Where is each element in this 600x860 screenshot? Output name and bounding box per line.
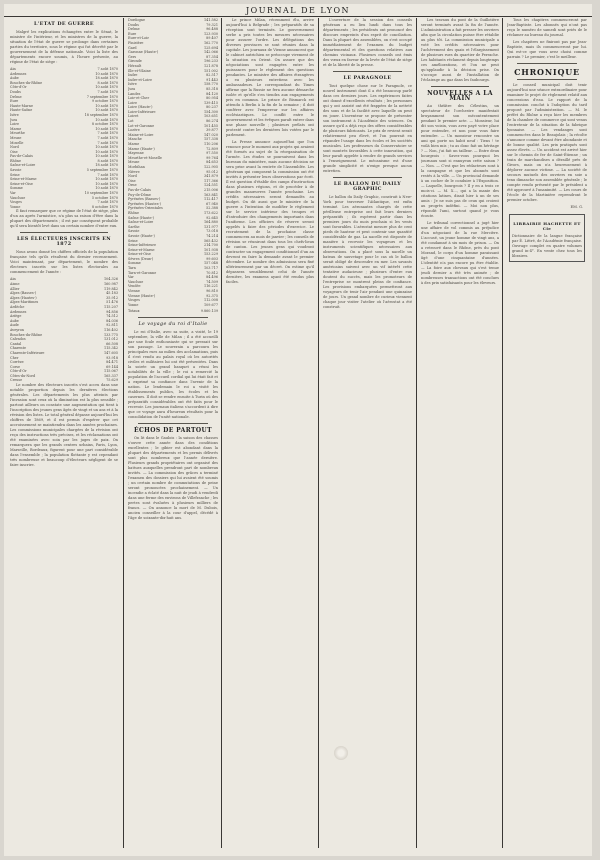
column-1	[10, 18, 118, 848]
row-label: Meurthe-et-Moselle	[128, 155, 162, 160]
row-value: 10 août 1870	[95, 117, 118, 122]
article-heading: ÉCHOS DE PARTOUT	[134, 427, 212, 434]
column-rule	[221, 18, 222, 848]
row-value: 97.550	[206, 151, 218, 156]
row-label: Lozère	[128, 128, 140, 133]
row-label: Gard	[128, 45, 137, 50]
row-label: Loire	[10, 122, 20, 127]
row-value: 7 août 1870	[97, 135, 118, 140]
row-label: Ille-et-Vilaine	[128, 68, 151, 73]
row-label: Corrèze	[10, 360, 24, 365]
article-text: La Presse annonce aujourd'hui que l'on renonce pour le moment aux projets qui avaient été formés au sujet de la réorganisation de l'armée. Les études se poursuivent dans les bureaux du ministère, mais aucune décision ne sera prise avant la rentrée de l'Assemblée. Les généraux qui composent la commission ont été invités à présenter leurs observations par écrit. Il est question d'établir des camps d'instruction dans plusieurs régions, et de procéder à de grandes manœuvres l'année prochaine. Les crédits nécessaires seront demandés au budget. On dit aussi que le ministre de la guerre a l'intention de modifier le règlement sur le service intérieur des troupes et d'introduire des changements importants dans l'uniforme. Les officiers de réserve seront appelés à faire des périodes d'exercice. Le recrutement de la prochaine classe commencera au mois de janvier ; les conseils de révision se réuniront dans tous les chefs-lieux de canton. Les jeunes gens qui voudront contracter un engagement conditionnel d'un an devront en faire la demande avant le premier décembre. Le nombre des admissions sera fixé ultérieurement par un décret. On estime qu'il dépassera sensiblement celui de l'année dernière, les examens ayant été rendus plus faciles.	[226, 140, 314, 284]
row-value: 142.066	[203, 50, 218, 55]
row-label: Indre-et-Loire	[128, 77, 152, 82]
row-value: 117.366	[203, 178, 218, 183]
row-label: Cher	[10, 355, 19, 360]
row-value: 125.694	[203, 45, 218, 50]
row-value: 86.274	[206, 119, 218, 124]
article-text: Tous les chapitres commenceront par Jean-Baptiste. Les abonnés qui n'ont pas reçu le numéro de samedi sont priés de le réclamer au bureau du journal.	[507, 18, 587, 37]
row-value: 84.120	[206, 91, 218, 96]
row-value: 141.582	[203, 18, 218, 22]
row-label: Dordogne	[128, 18, 145, 22]
row-label: Vienne	[128, 289, 140, 294]
row-label: Bouches-du-Rhône	[10, 80, 43, 85]
row-value: 165.337	[103, 373, 118, 378]
row-value: 147.020	[203, 132, 218, 137]
row-value: 103.717	[203, 266, 218, 271]
row-value: 119.842	[103, 286, 118, 291]
article-heading: Le voyage du roi d'Italie	[138, 322, 208, 327]
row-label: Doubs	[10, 89, 21, 94]
article-heading: LES ÉLECTEURS INSCRITS EN 1872	[16, 236, 112, 248]
electors-table-continued	[128, 18, 218, 307]
row-value: 67.940	[206, 201, 218, 206]
row-label: Ardennes	[10, 71, 27, 76]
row-label: Finistère	[128, 40, 144, 45]
row-value: 5 septembre 1870	[86, 168, 118, 173]
row-label: Loiret	[128, 114, 139, 119]
row-label: Savoie	[128, 229, 140, 234]
article-text: Les chapitres ne finiront pas par Jean-Baptiste, mais ils commenceront par lui. Qui est-ce que vous avez choisi comme parrain ? Le premier, c'est le meilleur.	[507, 40, 587, 59]
row-label: Creuse	[10, 378, 23, 383]
divider	[138, 423, 208, 424]
row-label: Ain	[10, 67, 16, 71]
row-label: Alpes (Basses-)	[10, 291, 37, 296]
row-value: 80.954	[206, 96, 218, 101]
row-label: Côte-d'Or	[10, 85, 27, 90]
row-value: 196.233	[203, 59, 218, 64]
row-label: Seine-Inférieure	[128, 243, 157, 248]
row-value: 104.326	[103, 277, 118, 282]
row-value: 103.651	[203, 114, 218, 119]
row-label: Moselle	[10, 140, 24, 145]
row-label: Jura	[128, 86, 136, 91]
row-label: Loire (Haute-)	[128, 105, 153, 110]
row-value: 7 août 1870	[97, 67, 118, 71]
row-value: 69.144	[106, 364, 118, 369]
row-label: Marne	[128, 142, 140, 147]
row-value: 10 août 1870	[95, 181, 118, 186]
row-label: Tarn	[128, 266, 136, 271]
row-label: Meurthe	[10, 131, 25, 136]
row-label: Eure	[10, 99, 19, 104]
row-label: Lot	[128, 119, 134, 124]
row-value: 96.488	[206, 27, 218, 32]
row-label: Haute-Marne	[10, 103, 33, 108]
row-label: Orne	[128, 183, 137, 188]
row-value: 66.508	[106, 341, 118, 346]
row-value: 92.645	[206, 215, 218, 220]
row-value: 18 août 1870	[95, 163, 118, 168]
row-label: Oise	[128, 178, 136, 183]
row-value: 84.471	[106, 360, 118, 365]
electors-table	[10, 277, 118, 383]
row-value: 10 août 1870	[95, 177, 118, 182]
row-value: 10 août 1870	[95, 108, 118, 113]
divider	[517, 79, 577, 80]
row-value: 8 août 1870	[97, 158, 118, 163]
article-text: Le tribunal correctionnel a jugé hier une affaire de vol commis au préjudice d'un négociant de la rue Mercière. L'accusé, un jeune homme de vingt ans, a été condamné à six mois de prison. — On a retrouvé dans le Rhône, près du pont Morand, le corps d'un homme paraissant âgé d'une cinquantaine d'années. L'identité n'a pas encore pu être établie. — La foire aux chevaux qui s'est tenue jeudi dernier a été très animée ; de nombreuses transactions ont été conclues à des prix satisfaisants pour les éleveurs.	[421, 221, 499, 285]
row-value: 101.455	[203, 123, 218, 128]
advertisement-text: Dictionnaire de la langue française par É. Littré, de l'Académie française. Ouvrage complet en quatre volumes grand in-4°. En vente chez tous les libraires.	[512, 234, 582, 258]
row-label: Cantal	[10, 341, 22, 346]
row-label: Morbihan	[128, 165, 145, 169]
column-rule	[123, 18, 124, 848]
row-label: Bouches-du-Rhône	[10, 332, 43, 337]
row-label: Côtes-du-Nord	[10, 373, 36, 378]
row-label: Oise	[10, 149, 18, 154]
article-text: Le roi d'Italie, avec sa suite, a visité, le 19 septembre, la ville de Milan ; il a été accueilli par une foule enthousiaste qui se pressait sur son passage. Le souverain a parcouru les principales rues au milieu des acclamations, puis il s'est rendu au palais royal où les autorités civiles et militaires lui ont été présentées. Dans la soirée un grand banquet a réuni les notabilités de la ville ; le roi a remercié la population de l'accueil cordial qui lui était fait et a exprimé sa confiance dans l'avenir de la nation. Le lendemain le roi a visité les établissements publics, les écoles et les casernes. Il doit se rendre ensuite à Turin où des préparatifs considérables ont été faits pour le recevoir. Les journaux italiens s'accordent à dire que ce voyage aura d'heureux résultats pour la consolidation de l'unité nationale.	[128, 330, 218, 419]
row-label: Aisne	[10, 282, 20, 286]
row-value: 124.551	[203, 183, 218, 188]
row-label: Seine-et-Marne	[128, 247, 155, 252]
row-value: 122.905	[203, 165, 218, 169]
row-label: Landes	[128, 91, 141, 96]
column-4	[323, 18, 412, 848]
divider	[333, 71, 402, 72]
row-label: Saône-et-Loire	[10, 163, 36, 168]
row-value: 7 août 1870	[97, 131, 118, 136]
row-value: 112.008	[203, 298, 218, 303]
row-value: 72.809	[206, 146, 218, 151]
divider	[333, 177, 402, 178]
signature: EM. G.	[570, 205, 583, 209]
article-text: Au théâtre des Célestins, un spectateur de l'orchestre manifestait bruyamment son mécontentement pendant le premier acte. — Monsieur, lui dit son voisin, vous avez payé votre place pour entendre, et non pour vous faire entendre. — Un monsieur rencontre un ami qui porte un habit neuf : Tiens ! te voilà bien mis ; tu as donc fait un héritage ? — Non, j'ai fait un tailleur. — Entre deux bourgeois : Savez-vous pourquoi les journaux sont si ennuyeux cette saison ? — Non. — C'est que les rédacteurs sont à la campagne et que les abonnés sont restés à la ville. — Un provincial demande à un cocher de le conduire à l'Exposition. — Laquelle, bourgeois ? Il y en a trois ce mois-ci. — M. X..., qui a la manie des citations latines, disait hier à un de ses amis : Je ne suis pas de ceux qui croient au progrès indéfini. — Moi non plus, répondit l'ami, surtout quand je vous écoute.	[421, 104, 499, 218]
row-label: Yonne	[128, 302, 139, 307]
row-label: Isère	[128, 82, 137, 87]
row-value: 10 août 1870	[95, 126, 118, 131]
article-text: Malgré les explications échangées entre le Sénat, le ministre de l'intérieur, et les ministres de la guerre, la situation de l'état de guerre se prolonge dans certaines parties du territoire, sous le régime qui fut décrété par le gouvernement de la défense nationale. Voici la liste des départements encore soumis, à l'heure présente, au régime de l'état de siège :	[10, 30, 118, 64]
row-label: Loire-Inférieure	[128, 109, 156, 114]
row-value: 116.221	[203, 284, 218, 289]
row-value: 84.496	[206, 275, 218, 280]
row-value: 7 août 1870	[97, 89, 118, 94]
row-value: 91.443	[206, 77, 218, 82]
row-label: Vosges	[128, 298, 140, 303]
row-value: 163.841	[203, 192, 218, 197]
row-label: Eure	[128, 31, 137, 36]
row-label: Marne (Haute-)	[128, 146, 155, 151]
row-value: 92.375	[206, 293, 218, 298]
advertisement-box	[509, 214, 585, 262]
row-label: Meuse	[10, 135, 22, 140]
column-3	[226, 18, 314, 848]
row-label: Haute-Saône	[10, 108, 33, 113]
column-rule	[416, 18, 417, 848]
row-value: 215.006	[203, 187, 218, 192]
row-label: Pyrénées (Hautes-)	[128, 201, 161, 206]
row-label: Marne	[10, 126, 22, 131]
row-value: 80.237	[206, 105, 218, 110]
row-value: 96.810	[206, 289, 218, 294]
row-label: Vosges	[10, 200, 22, 205]
article-text: Le ballon du Daily Graphic, construit à New-York pour traverser l'Atlantique, est enfin terminé. Les aéronautes chargés de cette périlleuse entreprise ont fait leurs derniers préparatifs ; ils espèrent partir dans les premiers jours du mois prochain si les vents sont favorables. L'aérostat mesure plus de cent pieds de hauteur et peut contenir une quantité considérable de gaz. La nacelle est disposée de manière à recevoir les voyageurs et les instruments scientifiques nécessaires aux observations. On a placé sous la nacelle un bateau de sauvetage pour le cas où le ballon serait obligé de descendre en mer. Les savants américains suivent avec un vif intérêt cette tentative audacieuse ; plusieurs d'entre eux doutent du succès, mais les promoteurs de l'entreprise se montrent pleins de confiance. Les provisions embarquées permettront aux voyageurs de tenir l'air pendant une quinzaine de jours. Un grand nombre de curieux viennent chaque jour visiter l'atelier où l'aérostat a été construit.	[323, 195, 412, 309]
row-value: 10 août 1870	[95, 103, 118, 108]
row-value: 79.321	[206, 22, 218, 27]
row-value: 101.938	[203, 247, 218, 252]
row-label: Vaucluse	[10, 195, 26, 200]
row-value: 10 août 1870	[95, 154, 118, 159]
row-value: 8 octobre 1870	[91, 204, 118, 209]
row-label: Vienne (Haute-)	[128, 293, 156, 298]
row-value: 94.856	[106, 309, 118, 314]
row-label: Somme	[128, 261, 141, 266]
row-label: Saône-et-Loire	[128, 220, 154, 225]
row-value: 7 août 1870	[97, 172, 118, 177]
row-label: Seine-et-Oise	[10, 181, 33, 186]
row-label: Rhône	[10, 158, 21, 163]
row-label: Pas-de-Calais	[128, 187, 151, 192]
row-label: Pyrénées-Orientales	[128, 206, 163, 211]
row-label: Alpes-Maritimes	[10, 300, 39, 305]
row-label: Isère	[10, 112, 19, 117]
column-6	[507, 18, 587, 848]
row-value: 10 septembre 1870	[84, 191, 118, 196]
row-value: 10 août 1870	[95, 186, 118, 191]
row-label: Ardennes	[10, 309, 27, 314]
row-label: Mayenne	[128, 151, 144, 156]
row-value: 157.338	[203, 137, 218, 142]
row-value: 158.770	[203, 82, 218, 87]
row-value: 73.018	[206, 229, 218, 234]
row-label: Nord	[128, 174, 137, 179]
department-table	[10, 67, 118, 209]
row-value: 214.700	[203, 243, 218, 248]
article-text: Nous avons donné les chiffres officiels de la population française tels qu'ils résultent du dernier recensement. Voici maintenant, par département, le nombre des électeurs inscrits sur les listes électorales au commencement de l'année :	[10, 250, 118, 275]
row-value: 112.417	[203, 197, 218, 202]
divider	[431, 86, 489, 87]
row-value: 153.229	[203, 252, 218, 257]
article-text: Il faut remarquer que ce régime de l'état de siège, plus d'un an après l'armistice, n'a plus sa raison d'être dans la plupart des départements ; il est par conséquent probable qu'il sera bientôt levé dans un certain nombre d'entre eux.	[10, 209, 118, 229]
row-value: 82.517	[206, 73, 218, 78]
row-label: Aude	[10, 323, 19, 328]
row-label: Var	[128, 275, 134, 280]
row-value: 92.811	[106, 323, 118, 328]
divider	[517, 63, 577, 64]
row-value: 121.878	[203, 63, 218, 68]
article-heading: L'ETAT DE GUERRE	[34, 21, 94, 27]
row-value: 162.770	[203, 40, 218, 45]
row-value: 160.987	[103, 282, 118, 286]
row-value: 74.214	[206, 233, 218, 238]
masthead-rule	[4, 16, 592, 17]
row-label: Drôme	[128, 27, 140, 32]
row-label: Eure-et-Loir	[128, 36, 149, 41]
row-value: 123.930	[203, 31, 218, 36]
row-value: 151.002	[203, 68, 218, 73]
row-label: Hérault	[128, 63, 142, 68]
row-value: 8 août 1870	[97, 80, 118, 85]
article-heading: LE BALLON DU DAILY GRAPHIC	[333, 181, 402, 192]
row-value: 115.067	[103, 369, 118, 374]
row-value: 110.206	[203, 142, 218, 147]
library-stamp	[334, 746, 348, 760]
row-label: Calvados	[10, 337, 26, 342]
row-value: 164.880	[203, 220, 218, 225]
row-value: 93.918	[106, 355, 118, 360]
row-value: 75.629	[106, 378, 118, 383]
newspaper-page	[4, 4, 592, 856]
row-label: Seine	[128, 238, 138, 243]
row-value: 131.012	[103, 337, 118, 342]
row-value: 115.342	[103, 346, 118, 351]
row-value: 7 août 1870	[97, 140, 118, 145]
row-value: 74.512	[106, 314, 118, 319]
row-label: Yonne	[10, 204, 21, 209]
table-row	[128, 303, 218, 308]
row-label: Charente-Inférieure	[10, 350, 45, 355]
row-label: Gironde	[128, 59, 142, 64]
article-heading: NOUVELLES A LA MAIN	[427, 90, 493, 102]
divider	[20, 232, 108, 233]
article-heading: LE PARAGNOLE	[343, 75, 392, 81]
electors-total	[128, 309, 218, 314]
row-label: Lot-et-Garonne	[128, 123, 155, 128]
row-label: Charente	[10, 346, 26, 351]
row-label: Allier	[10, 286, 20, 291]
row-value: 84.653	[206, 160, 218, 165]
row-label: Sarthe	[128, 224, 140, 229]
row-value: 18 septembre 1870	[84, 112, 118, 117]
row-label: Savoie	[10, 168, 22, 173]
row-value: 131.977	[203, 224, 218, 229]
row-label: Alpes (Hautes-)	[10, 295, 37, 300]
row-value: 39.877	[206, 128, 218, 133]
total-value: 9.860.139	[200, 309, 218, 314]
row-value: 116.402	[103, 327, 118, 332]
row-label: Somme	[10, 186, 23, 191]
row-value: 85.318	[206, 86, 218, 91]
row-value: 99.764	[206, 155, 218, 160]
row-value: 115.207	[103, 304, 118, 309]
row-label: Garonne (Haute-)	[128, 50, 159, 55]
article-text: Les travaux du pont de la Guillotière seront terminés avant la fin de l'année. L'administration a fait presser les ouvriers afin que la circulation puisse être rétablie au plus tôt. La commission municipale a voté les crédits nécessaires pour l'achèvement des quais et l'élargissement de plusieurs rues du quartier de Perrache. Les habitants réclament depuis longtemps ces améliorations, et l'on ne peut qu'applaudir à la décision prise. On s'occupe aussi de l'installation de l'éclairage au gaz dans les faubourgs.	[421, 18, 499, 82]
divider	[138, 317, 208, 318]
row-value: 18 août 1870	[95, 76, 118, 81]
row-label: Vendée	[128, 284, 141, 289]
row-label: Meuse	[128, 160, 140, 165]
row-label: Aube	[10, 318, 19, 323]
row-value: 10 août 1870	[95, 145, 118, 150]
article-text: Le conseil municipal doit tenir aujourd'hui une séance extraordinaire pour examiner le projet de règlement relatif aux concessions d'eau. Le rapport de la commission conclut à l'adoption du tarif proposé par l'administration. — M. le préfet du Rhône a reçu hier les membres de la chambre de commerce qui sont venus l'entretenir de la situation de la fabrique lyonnaise. — Les vendanges sont commencées dans le Beaujolais ; la récolte s'annonce comme devant être abondante et de bonne qualité. Les prix pratiqués sont assez élevés. — Un accident est arrivé hier sur le chemin de fer de Saint-Étienne ; un train de marchandises a déraillé près de Givors, mais on n'a heureusement à déplorer aucune victime. — La société de secours mutuels des ouvriers en soie a tenu dimanche son assemblée générale ; le compte rendu présenté par le président a été approuvé à l'unanimité. — Les cours de l'école de la Martinière reprendront le premier octobre.	[507, 83, 587, 202]
row-label: Aveyron	[10, 327, 24, 332]
row-label: Doubs	[128, 22, 139, 27]
row-value: 109.677	[203, 302, 218, 307]
row-label: Jura	[10, 117, 18, 122]
masthead: JOURNAL DE LYON	[245, 6, 351, 15]
row-label: Nièvre	[128, 169, 140, 174]
total-label: Totaux	[128, 309, 140, 314]
row-value: 35.912	[106, 295, 118, 300]
row-value: 565.432	[203, 238, 218, 243]
row-value: 99.603	[206, 256, 218, 261]
column-5	[421, 18, 499, 848]
column-rule	[502, 18, 503, 848]
row-label: Vaucluse	[128, 279, 144, 284]
row-label: Seine-et-Marne	[10, 177, 37, 182]
row-label: Sèvres (Deux-)	[128, 256, 154, 261]
row-value: 173.622	[203, 210, 218, 215]
row-label: Gers	[128, 54, 137, 59]
advertisement-heading: LIBRAIRIE HACHETTE ET Cie	[513, 221, 581, 231]
row-label: Maine-et-Loire	[128, 132, 154, 137]
row-value: 133.775	[103, 332, 118, 337]
row-label: Savoie (Haute-)	[128, 233, 155, 238]
row-label: Seine-et-Oise	[128, 252, 151, 257]
row-label: Indre	[128, 73, 138, 78]
row-value: 45.183	[106, 291, 118, 296]
row-value: 87.354	[206, 54, 218, 59]
row-value: 70.812	[206, 270, 218, 275]
article-text: Le nombre des électeurs inscrits s'est accru dans une notable proportion depuis les dernières élections générales. Les départements les plus atteints par l'invasion sont ceux où la diminution est la plus sensible ; partout ailleurs on constate une augmentation qui tient à l'inscription des jeunes gens âgés de vingt et un ans et à la révision des listes. Le total général dépasse aujourd'hui les chiffres de 1869, et il est permis d'espérer que cet accroissement se maintiendra dans les années prochaines. Les commissions municipales chargées de la révision ont reçu des instructions très précises, et les réclamations ont été examinées avec soin par les juges de paix. On remarquera que les grands centres urbains, Paris, Lyon, Marseille, Bordeaux, figurent pour une part considérable dans l'ensemble ; la population flottante y est cependant très nombreuse et beaucoup d'électeurs négligent de se faire inscrire.	[10, 383, 118, 468]
row-value: 7 septembre 1870	[86, 94, 118, 99]
article-heading: CHRONIQUE	[514, 67, 580, 77]
row-label: Seine	[10, 172, 20, 177]
row-value: 95.012	[206, 169, 218, 174]
row-label: Var	[10, 191, 16, 196]
row-label: Aube	[10, 76, 19, 81]
row-value: 10 août 1870	[95, 85, 118, 90]
row-label: Rhône	[128, 210, 139, 215]
row-value: 139.415	[203, 100, 218, 105]
row-value: 9 octobre 1870	[91, 99, 118, 104]
row-value: 52.388	[206, 206, 218, 211]
row-label: Saône (Haute-)	[128, 215, 154, 220]
row-value: 8 octobre 1870	[91, 122, 118, 127]
row-value: 341.879	[203, 174, 218, 179]
column-rule	[318, 18, 319, 848]
row-value: 154.300	[203, 109, 218, 114]
row-value: 147.605	[103, 350, 118, 355]
row-label: Puy-de-Dôme	[128, 192, 151, 197]
row-value: 10 août 1870	[95, 149, 118, 154]
row-value: 74.509	[206, 279, 218, 284]
row-label: Pas-de-Calais	[10, 154, 33, 159]
row-label: Ardèche	[10, 304, 25, 309]
row-value: 5 octobre 1870	[91, 195, 118, 200]
row-value: 84.036	[106, 318, 118, 323]
row-label: Ain	[10, 277, 16, 282]
row-label: Drôme	[10, 94, 22, 99]
article-text: On lit dans le Gaulois : la saison des chasses s'ouvre cette année dans des conditions excellentes ; le gibier est abondant dans la plupart des départements et les permis délivrés sont plus nombreux que l'année dernière. Plusieurs grands propriétaires ont organisé des battues auxquelles prendront part de nombreux invités. — La commission des grâces a terminé l'examen des dossiers qui lui avaient été soumis ; un certain nombre de commutations de peine seront prononcées prochainement. — Un incendie a éclaté dans la nuit de jeudi à vendredi dans une ferme des environs de Villefranche ; les pertes sont évaluées à plusieurs milliers de francs. — On annonce la mort de M. Dubois, ancien conseiller à la cour d'appel, décédé à l'âge de soixante-dix-huit ans.	[128, 436, 218, 520]
row-label: Manche	[128, 137, 142, 142]
column-2	[128, 18, 218, 848]
article-text: Tout quelque chose sur le Paragnole, ce nouvel instrument dont il a été beaucoup parlé dans ces derniers jours. Les expériences faites ont donné d'excellents résultats ; les personnes qui y ont assisté ont été frappées de la netteté des sons et de la facilité avec laquelle on peut en jouer. L'inventeur se propose de présenter son instrument à l'Académie des sciences. On assure qu'il a déjà reçu des offres considérables de plusieurs fabricants. Le prix de revient serait relativement peu élevé, et l'on pourrait en répandre l'usage dans les écoles et les sociétés musicales. Les professeurs du Conservatoire se sont montrés favorables à cette innovation, qui leur paraît appelée à rendre de grands services à l'enseignement. Le mécanisme est d'une grande simplicité et n'exige presque aucun entretien.	[323, 84, 412, 173]
row-label: Ariège	[10, 314, 22, 319]
row-label: Tarn-et-Garonne	[128, 270, 157, 275]
row-value: 10 août 1870	[95, 71, 118, 76]
row-label: Loire	[128, 100, 138, 105]
article-text: Le prince Milan, récemment élu, arrive aujourd'hui à Belgrade ; les préparatifs de sa réception sont terminés. Le gouvernement serbe a pris toutes les mesures nécessaires pour assurer l'ordre. Les délégations des diverses provinces se sont réunies dans la capitale. Les journaux de Vienne annoncent que le cabinet autrichien se préoccupe vivement de la situation en Orient. On assure que des négociations sont engagées entre les puissances pour le règlement des questions pendantes. Le ministre des affaires étrangères a eu plusieurs entretiens avec les ambassadeurs. Le correspondant du Times affirme que la Russie ne fera aucune démarche isolée et qu'elle s'en tiendra aux engagements pris en commun. Le prince de Bismarck est attendu à Berlin à la fin de la semaine ; il doit conférer avec l'empereur sur les affaires ecclésiastiques. Le conflit entre le gouvernement et les évêques paraît entrer dans une phase nouvelle ; plusieurs prélats ont protesté contre les dernières lois votées par le parlement.	[226, 18, 314, 137]
row-label: Côte-d'Or	[10, 369, 27, 374]
row-value: 51.476	[106, 300, 118, 305]
row-label: Pyrénées (Basses-)	[128, 197, 161, 202]
row-value: 7 août 1870	[97, 200, 118, 205]
row-value: 157.048	[203, 261, 218, 266]
row-label: Corse	[10, 364, 21, 369]
row-value: 89.407	[206, 36, 218, 41]
row-label: Nord	[10, 145, 19, 150]
article-text: L'ouverture de la session des conseils généraux a eu lieu lundi dans tous les départements ; les présidents ont prononcé des discours empreints d'un esprit de conciliation. Dans la plupart des assemblées, on s'est occupé immédiatement de l'examen du budget départemental et des questions relatives aux chemins vicinaux. Plusieurs conseils ont émis des vœux en faveur de la levée de l'état de siège et de la liberté de la presse.	[323, 18, 412, 67]
row-label: Loir-et-Cher	[128, 96, 150, 101]
